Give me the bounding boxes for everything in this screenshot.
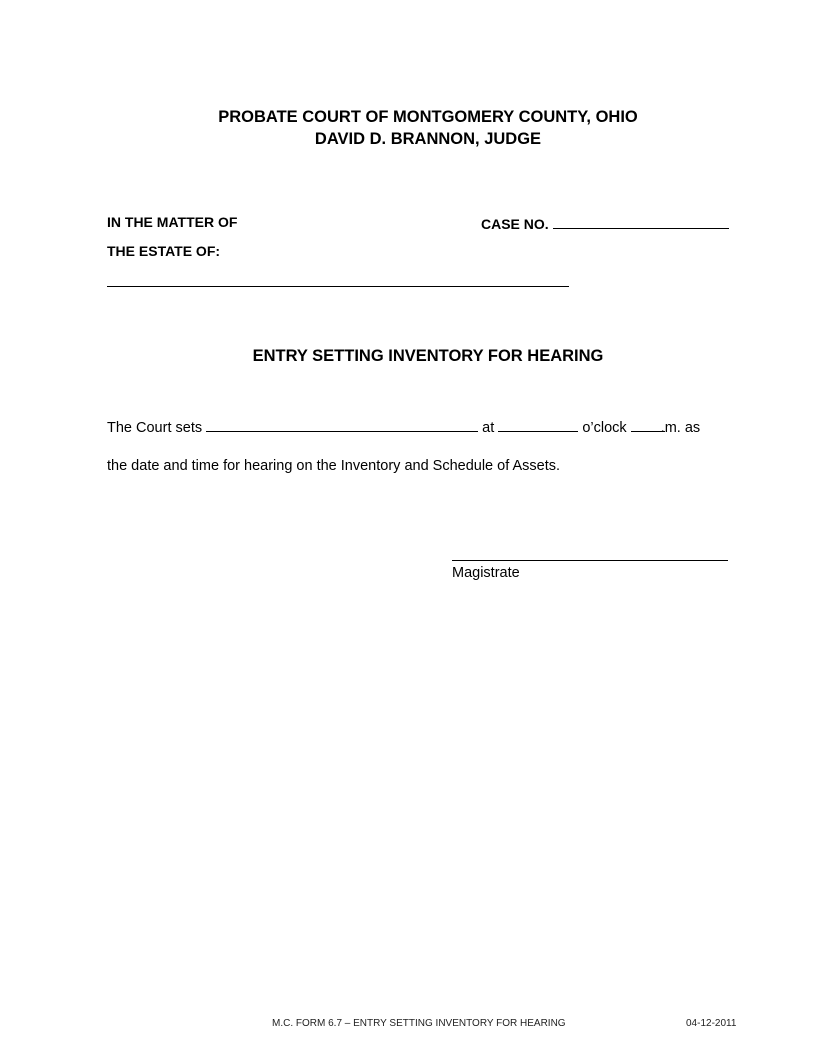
estate-of-label: THE ESTATE OF: bbox=[107, 243, 221, 259]
sentence-part-4: .m. as bbox=[660, 420, 701, 436]
judge-name: DAVID D. BRANNON, JUDGE bbox=[314, 130, 542, 148]
magistrate-label: Magistrate bbox=[452, 565, 520, 581]
hearing-sentence bbox=[107, 417, 700, 436]
sentence-part-1: The Court sets bbox=[107, 420, 203, 436]
am-pm-blank bbox=[631, 417, 665, 432]
form-title: ENTRY SETTING INVENTORY FOR HEARING bbox=[252, 347, 604, 365]
in-the-matter-label: IN THE MATTER OF bbox=[107, 214, 238, 230]
hearing-sentence-line-2: the date and time for hearing on the Inventory and Schedule of Assets. bbox=[107, 458, 561, 474]
sentence-part-2: at bbox=[482, 420, 495, 436]
court-name: PROBATE COURT OF MONTGOMERY COUNTY, OHIO bbox=[218, 108, 638, 126]
footer-form-id: M.C. FORM 6.7 – ENTRY SETTING INVENTORY FOR HEARING bbox=[272, 1018, 566, 1029]
case-number-row bbox=[481, 214, 729, 232]
date-blank bbox=[206, 417, 478, 432]
footer-date: 04-12-2011 bbox=[686, 1018, 737, 1029]
sentence-part-3: o’clock bbox=[582, 420, 627, 436]
case-number-blank bbox=[553, 214, 729, 229]
signature-line bbox=[452, 560, 728, 561]
case-number-label: CASE NO. bbox=[481, 216, 549, 232]
time-blank bbox=[498, 417, 578, 432]
estate-name-blank bbox=[107, 286, 569, 287]
